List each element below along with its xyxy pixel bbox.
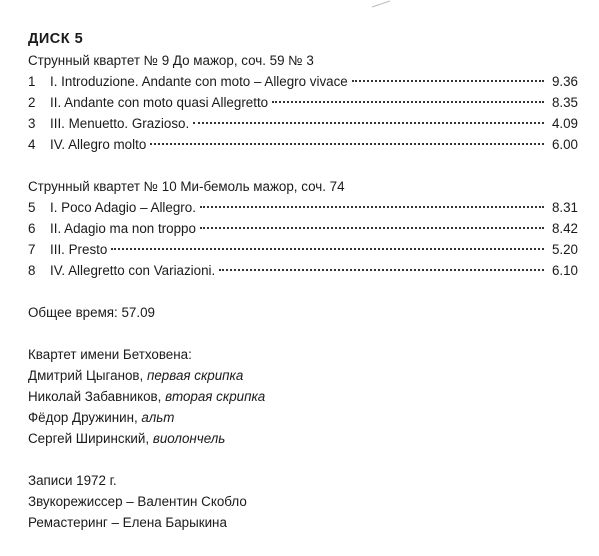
- track-number: 5: [28, 200, 36, 215]
- member-name: Дмитрий Цыганов,: [28, 368, 147, 383]
- track-duration: 8.42: [551, 221, 578, 236]
- dot-leader: [352, 79, 544, 82]
- track-title: II. Adagio ma non troppo: [50, 221, 196, 236]
- total-time: Общее время: 57.09: [28, 305, 155, 320]
- track-duration: 8.31: [551, 200, 578, 215]
- dot-leader: [193, 121, 544, 124]
- work-title: Струнный квартет № 10 Ми-бемоль мажор, соч. 74: [28, 179, 345, 194]
- track-number: 8: [28, 263, 36, 278]
- dot-leader: [272, 100, 544, 103]
- track-duration: 5.20: [551, 242, 578, 257]
- dot-leader: [200, 205, 544, 208]
- track-row: [28, 92, 578, 113]
- track-duration: 6.00: [551, 137, 578, 152]
- dot-leader: [150, 142, 544, 145]
- sound-engineer: Звукорежиссер – Валентин Скобло: [28, 494, 247, 509]
- track-number: 2: [28, 95, 36, 110]
- track-row: [28, 197, 578, 218]
- track-number: 4: [28, 137, 36, 152]
- dot-leader: [111, 247, 544, 250]
- track-number: 3: [28, 116, 36, 131]
- track-title: II. Andante con moto quasi Allegretto: [50, 95, 269, 110]
- track-title: III. Presto: [50, 242, 108, 257]
- track-row: [28, 71, 578, 92]
- remastering-credit: Ремастеринг – Елена Барыкина: [28, 515, 227, 530]
- track-duration: 8.35: [551, 95, 578, 110]
- member-name: Сергей Ширинский,: [28, 431, 153, 446]
- track-title: I. Introduzione. Andante con moto – Allegro vivace: [50, 74, 348, 89]
- dot-leader: [200, 226, 544, 229]
- ensemble-title: Квартет имени Бетховена:: [28, 347, 192, 362]
- work-title: Струнный квартет № 9 До мажор, соч. 59 № 3: [28, 53, 314, 68]
- track-title: III. Menuetto. Grazioso.: [50, 116, 190, 131]
- track-number: 1: [28, 74, 36, 89]
- ensemble-member: [28, 365, 578, 386]
- member-name: Николай Забавников,: [28, 389, 166, 404]
- member-name: Фёдор Дружинин,: [28, 410, 142, 425]
- disc-title: ДИСК 5: [28, 31, 84, 47]
- track-number: 7: [28, 242, 36, 257]
- recording-year: Записи 1972 г.: [28, 473, 117, 488]
- track-row: [28, 239, 578, 260]
- track-duration: 6.10: [551, 263, 578, 278]
- track-duration: 9.36: [551, 74, 578, 89]
- member-role: виолончель: [152, 431, 226, 446]
- track-title: I. Poco Adagio – Allegro.: [50, 200, 196, 215]
- track-duration: 4.09: [551, 116, 578, 131]
- track-title: IV. Allegro molto: [50, 137, 147, 152]
- member-role: вторая скрипка: [165, 389, 266, 404]
- track-row: [28, 218, 578, 239]
- ensemble-member: [28, 407, 578, 428]
- track-row: [28, 113, 578, 134]
- member-role: первая скрипка: [146, 368, 244, 383]
- dot-leader: [219, 268, 544, 271]
- ensemble-member: [28, 386, 578, 407]
- track-listing-page: [28, 28, 578, 533]
- track-row: [28, 134, 578, 155]
- track-title: IV. Allegretto con Variazioni.: [50, 263, 216, 278]
- ensemble-member: [28, 428, 578, 449]
- track-row: [28, 260, 578, 281]
- member-role: альт: [141, 410, 175, 425]
- track-number: 6: [28, 221, 36, 236]
- decorative-stroke: [370, 0, 392, 8]
